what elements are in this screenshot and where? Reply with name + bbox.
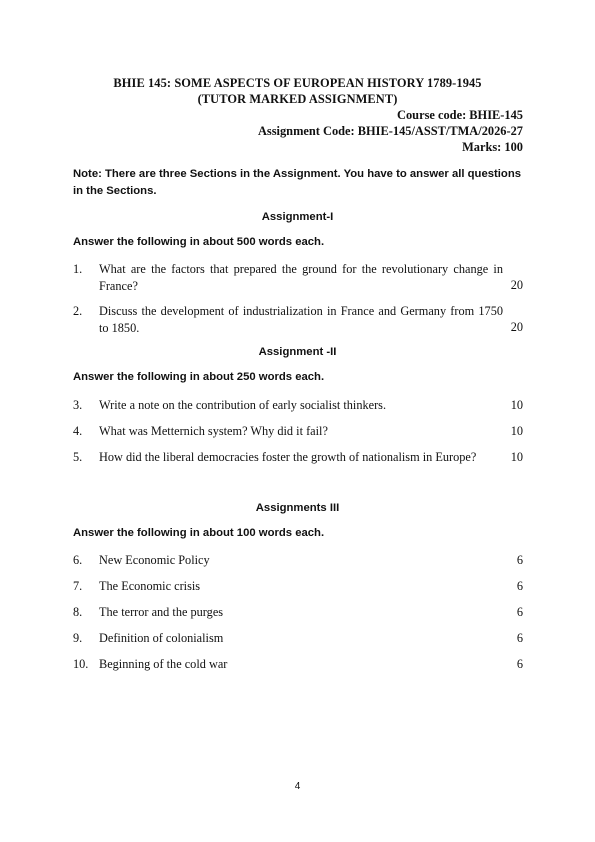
assignment-note: Note: There are three Sections in the Assignment. You have to answer all questions in the Sections. (73, 168, 522, 197)
total-marks: Marks: 100 (462, 140, 523, 154)
question-marks: 20 (510, 278, 523, 292)
question-text: Write a note on the contribution of early socialist thinkers. (99, 398, 387, 412)
section-heading-1: Assignment-I (261, 211, 334, 223)
section-heading-3: Assignments III (255, 502, 340, 514)
section-instruction-2: Answer the following in about 250 words each. (73, 371, 325, 383)
section-heading-2: Assignment -II (258, 346, 337, 358)
question-item (73, 261, 523, 294)
section-instruction-3: Answer the following in about 100 words each. (73, 527, 325, 539)
question-text: Beginning of the cold war (99, 657, 228, 671)
question-marks: 10 (510, 450, 523, 464)
page-number: 4 (294, 781, 301, 792)
question-number: 6. (73, 553, 83, 567)
question-number: 4. (73, 424, 83, 438)
question-number: 2. (73, 304, 83, 318)
question-item (73, 552, 523, 569)
question-marks: 6 (516, 605, 523, 619)
question-item (73, 656, 523, 673)
question-text: The terror and the purges (99, 605, 224, 619)
question-text: The Economic crisis (99, 579, 201, 593)
course-code: Course code: BHIE-145 (397, 108, 523, 122)
question-number: 5. (73, 450, 83, 464)
question-text: What was Metternich system? Why did it fail? (99, 424, 328, 438)
question-item (73, 630, 523, 647)
question-number: 10. (73, 657, 89, 671)
question-number: 7. (73, 579, 83, 593)
question-item (73, 449, 523, 466)
question-number: 8. (73, 605, 83, 619)
question-item (73, 397, 523, 414)
document-subtitle: (TUTOR MARKED ASSIGNMENT) (197, 92, 398, 106)
question-text: How did the liberal democracies foster the growth of nationalism in Europe? (99, 450, 477, 464)
question-marks: 20 (510, 320, 523, 334)
assignment-code: Assignment Code: BHIE-145/ASST/TMA/2026-27 (257, 124, 523, 138)
question-marks: 6 (516, 657, 523, 671)
document-title: BHIE 145: SOME ASPECTS OF EUROPEAN HISTORY 1789-1945 (113, 76, 482, 90)
question-text: What are the factors that prepared the ground for the revolutionary change in France? (99, 262, 503, 293)
question-marks: 6 (516, 579, 523, 593)
question-marks: 6 (516, 553, 523, 567)
question-item (73, 578, 523, 595)
question-number: 3. (73, 398, 83, 412)
question-text: Discuss the development of industrialization in France and Germany from 1750 to 1850. (99, 304, 503, 335)
question-item (73, 423, 523, 440)
question-text: New Economic Policy (99, 553, 210, 567)
question-number: 1. (73, 262, 83, 276)
question-item (73, 604, 523, 621)
question-marks: 10 (510, 424, 523, 438)
question-number: 9. (73, 631, 83, 645)
question-marks: 10 (510, 398, 523, 412)
question-marks: 6 (516, 631, 523, 645)
section-instruction-1: Answer the following in about 500 words each. (73, 236, 325, 248)
question-text: Definition of colonialism (99, 631, 224, 645)
question-item (73, 303, 523, 336)
